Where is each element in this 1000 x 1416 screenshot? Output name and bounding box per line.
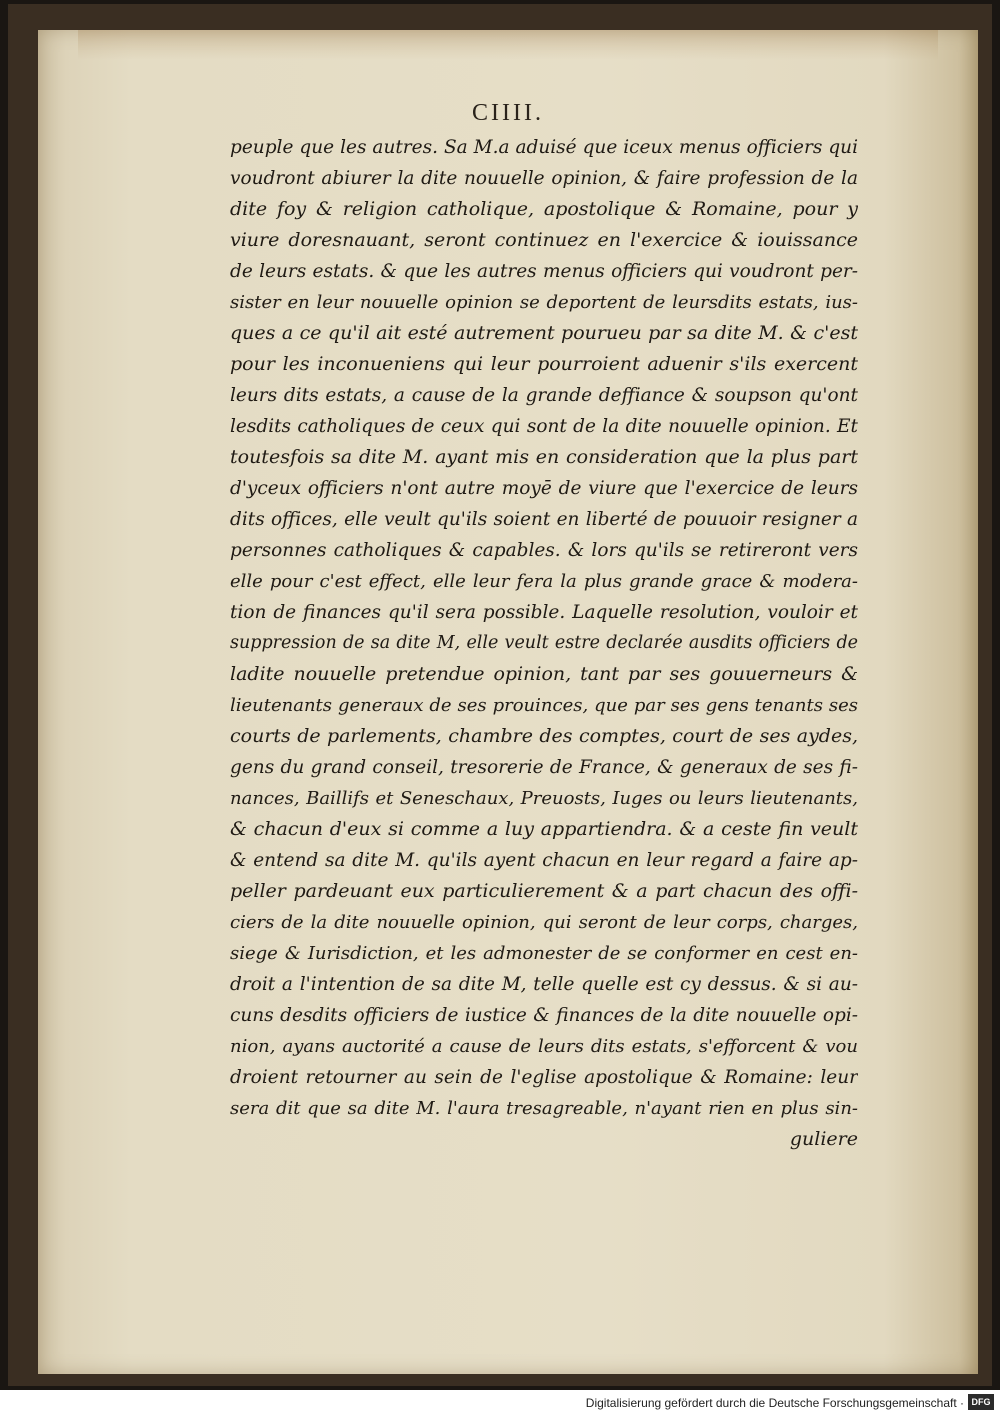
text-line: lesdits catholiques de ceux qui sont de la dite nouuelle opinion. Et [230, 416, 858, 437]
text-line: droient retourner au sein de l'eglise apostolique & Romaine: leur [230, 1067, 858, 1088]
text-line: viure doresnauant, seront continuez en l'exercice & iouissance [230, 229, 858, 251]
text-line: voudront abiurer la dite nouuelle opinion, & faire profession de la [230, 168, 858, 189]
page-stain [78, 30, 938, 60]
text-line: leurs dits estats, a cause de la grande deffiance & soupson qu'ont [230, 385, 858, 406]
text-line: sera dit que sa dite M. l'aura tresagreable, n'ayant rien en plus sin- [230, 1098, 858, 1119]
book-page [38, 30, 978, 1374]
text-line: de leurs estats. & que les autres menus officiers qui voudront per- [230, 261, 858, 282]
text-line: d'yceux officiers n'ont autre moyē de viure que l'exercice de leurs [230, 478, 858, 499]
text-line: pour les inconueniens qui leur pourroient aduenir s'ils exercent [230, 353, 858, 375]
folio-number: CIIII. [472, 100, 544, 126]
funding-credit: Digitalisierung gefördert durch die Deutsche Forschungsgemeinschaft · [585, 1396, 964, 1410]
text-line: peller pardeuant eux particulierement & a part chacun des offi- [230, 880, 858, 902]
text-line: personnes catholiques & capables. & lors qu'ils se retireront vers [230, 540, 858, 561]
text-line: elle pour c'est effect, elle leur fera la plus grande grace & modera- [230, 571, 858, 592]
text-line: ladite nouuelle pretendue opinion, tant par ses gouuerneurs & [230, 663, 858, 685]
catchword: guliere [789, 1128, 858, 1150]
text-line: suppression de sa dite M, elle veult estre declarée ausdits officiers de [230, 633, 858, 653]
text-line: dite foy & religion catholique, apostolique & Romaine, pour y [230, 198, 858, 220]
text-line: cuns desdits officiers de iustice & finances de la dite nouuelle opi- [230, 1005, 858, 1026]
text-line: tion de finances qu'il sera possible. Laquelle resolution, vouloir et [230, 602, 858, 623]
text-line: nances, Baillifs et Seneschaux, Preuosts, Iuges ou leurs lieutenants, [230, 788, 858, 809]
text-line: sister en leur nouuelle opinion se deportent de leursdits estats, ius- [230, 292, 858, 313]
text-line: gens du grand conseil, tresorerie de France, & generaux de ses fi- [230, 757, 858, 778]
text-line: ciers de la dite nouuelle opinion, qui seront de leur corps, charges, [230, 912, 858, 933]
dfg-logo: DFG [968, 1394, 994, 1410]
text-line: & entend sa dite M. qu'ils ayent chacun en leur regard a faire ap- [230, 850, 858, 871]
text-line: ques a ce qu'il ait esté autrement pourueu par sa dite M. & c'est [230, 322, 858, 344]
text-line: toutesfois sa dite M. ayant mis en consideration que la plus part [230, 446, 858, 468]
text-line: courts de parlements, chambre des comptes, court de ses aydes, [230, 725, 858, 747]
text-line: droit a l'intention de sa dite M, telle quelle est cy dessus. & si au- [230, 974, 858, 995]
text-line: dits offices, elle veult qu'ils soient en liberté de pouuoir resigner a [230, 509, 858, 530]
body-text [230, 132, 858, 1155]
text-line: siege & Iurisdiction, et les admonester de se conformer en cest en- [230, 943, 858, 964]
text-line: & chacun d'eux si comme a luy appartiendra. & a ceste fin veult [230, 818, 858, 840]
text-line: nion, ayans auctorité a cause de leurs dits estats, s'efforcent & vou [230, 1036, 858, 1057]
footer-bar [0, 1390, 1000, 1416]
text-line: lieutenants generaux de ses prouinces, que par ses gens tenants ses [230, 695, 858, 716]
text-line: peuple que les autres. Sa M.a aduisé que iceux menus officiers qui [230, 137, 858, 158]
